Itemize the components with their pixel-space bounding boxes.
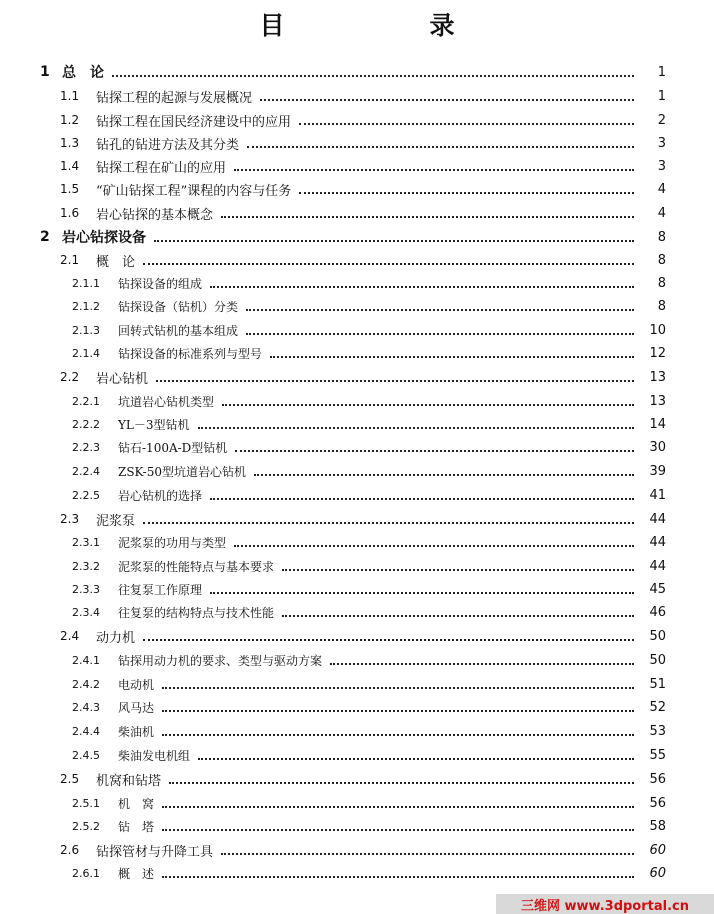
- toc-entry-page: 8: [657, 252, 666, 268]
- toc-entry-number: 1.3: [60, 136, 80, 150]
- toc-entry-title: 概 论: [96, 254, 136, 270]
- toc-entry-title: 钻孔的钻进方法及其分类: [96, 137, 240, 153]
- toc-entry-page: 12: [649, 345, 666, 361]
- toc-entry-page: 4: [657, 205, 666, 221]
- toc-entry-page: 53: [649, 723, 666, 739]
- toc-entry-title: 钻探设备（钻机）分类: [118, 299, 239, 314]
- toc-entry-title: 钻探用动力机的要求、类型与驱动方案: [118, 653, 323, 668]
- toc-entry-number: 2.2.2: [72, 417, 100, 431]
- toc-entry[interactable]: [0, 579, 714, 599]
- dot-leader: [221, 215, 634, 218]
- toc-entry-page: 56: [649, 771, 666, 787]
- toc-entry-page: 50: [649, 628, 666, 644]
- toc-entry-number: 2.3.4: [72, 605, 100, 619]
- toc-entry-number: 2.4.2: [72, 677, 100, 691]
- toc-entry-title: 钻 塔: [118, 819, 155, 834]
- toc-entry-title: 钻石-100A-D型钻机: [118, 440, 228, 455]
- dot-leader: [112, 74, 634, 77]
- dot-leader: [162, 733, 634, 736]
- toc-entry[interactable]: [0, 650, 714, 670]
- toc-entry-page: 44: [649, 558, 666, 574]
- toc-entry-number: 2.1.3: [72, 323, 100, 337]
- dot-leader: [260, 98, 634, 101]
- toc-entry-number: 2.5.1: [72, 796, 100, 810]
- dot-leader: [234, 168, 634, 171]
- dot-leader: [299, 122, 634, 125]
- toc-entry[interactable]: [0, 816, 714, 836]
- dot-leader: [143, 262, 634, 265]
- dot-leader: [210, 497, 634, 500]
- toc-entry[interactable]: [0, 391, 714, 411]
- toc-entry-number: 2.6: [60, 843, 80, 857]
- toc-entry-title: 钻探设备的标准系列与型号: [118, 346, 263, 361]
- toc-entry[interactable]: [0, 626, 714, 646]
- dot-leader: [221, 852, 634, 855]
- toc-entry-title: 钻探工程的起源与发展概况: [96, 90, 253, 106]
- toc-entry-number: 2.2.4: [72, 464, 100, 478]
- toc-entry[interactable]: [0, 273, 714, 293]
- toc-entry[interactable]: [0, 179, 714, 199]
- dot-leader: [234, 544, 634, 547]
- toc-entry-page: 60: [649, 842, 666, 858]
- dot-leader: [143, 638, 634, 641]
- toc-entry[interactable]: [0, 414, 714, 434]
- page-title: 目 录: [259, 11, 515, 40]
- toc-entry-title: “矿山钻探工程”课程的内容与任务: [96, 183, 292, 199]
- toc-entry-title: 岩心钻探设备: [62, 230, 146, 246]
- toc-entry-number: 2.5.2: [72, 819, 100, 833]
- toc-entry-title: 往复泵工作原理: [118, 582, 203, 597]
- toc-entry-page: 8: [657, 275, 666, 291]
- dot-leader: [299, 191, 634, 194]
- dot-leader: [210, 591, 634, 594]
- dot-leader: [143, 521, 634, 524]
- toc-entry-title: 泥浆泵: [96, 513, 136, 529]
- toc-entry-number: 1.5: [60, 182, 80, 196]
- dot-leader: [254, 473, 634, 476]
- toc-entry-page: 51: [649, 676, 666, 692]
- toc-entry-number: 1: [40, 64, 50, 80]
- toc-entry[interactable]: [0, 697, 714, 717]
- watermark: 三维网 www.3dportal.cn: [496, 894, 714, 914]
- toc-entry[interactable]: [0, 602, 714, 622]
- toc-entry[interactable]: [0, 437, 714, 457]
- toc-entry[interactable]: [0, 62, 714, 82]
- dot-leader: [162, 875, 634, 878]
- toc-entry[interactable]: [0, 532, 714, 552]
- toc-entry-number: 2.2.3: [72, 440, 100, 454]
- toc-entry-number: 2.1.2: [72, 299, 100, 313]
- toc-entry-number: 2.1.4: [72, 346, 100, 360]
- toc-entry-number: 2.4: [60, 629, 80, 643]
- dot-leader: [198, 757, 634, 760]
- toc-entry-title: 机窝和钻塔: [96, 773, 162, 789]
- toc-entry-number: 2.4.1: [72, 653, 100, 667]
- toc-entry[interactable]: [0, 745, 714, 765]
- toc-entry[interactable]: [0, 509, 714, 529]
- toc-entry-title: 动力机: [96, 630, 136, 646]
- dot-leader: [156, 379, 634, 382]
- toc-entry-number: 2.2.1: [72, 394, 100, 408]
- toc-entry-number: 2.3.2: [72, 559, 100, 573]
- dot-leader: [169, 781, 634, 784]
- toc-entry-number: 1.2: [60, 113, 80, 127]
- toc-entry-page: 3: [657, 135, 666, 151]
- toc-entry-page: 44: [649, 511, 666, 527]
- toc-entry-title: 总 论: [62, 65, 104, 81]
- toc-entry[interactable]: [0, 156, 714, 176]
- toc-entry-number: 2.3.1: [72, 535, 100, 549]
- toc-entry[interactable]: [0, 133, 714, 153]
- toc-entry-title: 泥浆泵的性能特点与基本要求: [118, 559, 275, 574]
- dot-leader: [246, 332, 634, 335]
- dot-leader: [282, 614, 634, 617]
- toc-entry[interactable]: [0, 86, 714, 106]
- toc-entry-page: 8: [657, 298, 666, 314]
- toc-entry-page: 50: [649, 652, 666, 668]
- toc-entry-number: 2.3.3: [72, 582, 100, 596]
- toc-entry-number: 2.1.1: [72, 276, 100, 290]
- toc-entry-number: 2.6.1: [72, 866, 100, 880]
- dot-leader: [222, 403, 634, 406]
- dot-leader: [330, 662, 634, 665]
- dot-leader: [246, 308, 634, 311]
- toc-entry-number: 2.4.5: [72, 748, 100, 762]
- toc-entry-page: 52: [649, 699, 666, 715]
- toc-entry-title: 泥浆泵的功用与类型: [118, 535, 227, 550]
- toc-entry-title: 钻探管材与升降工具: [96, 844, 214, 860]
- dot-leader: [162, 805, 634, 808]
- toc-entry-title: 岩心钻机: [96, 371, 149, 387]
- toc-entry-page: 45: [649, 581, 666, 597]
- toc-entry-title: 钻探设备的组成: [118, 276, 203, 291]
- toc-entry[interactable]: [0, 343, 714, 363]
- toc-entry-number: 2.1: [60, 253, 80, 267]
- toc-entry[interactable]: [0, 556, 714, 576]
- toc-entry-page: 1: [657, 64, 666, 80]
- toc-entry-title: 岩心钻探的基本概念: [96, 207, 214, 223]
- toc-entry[interactable]: [0, 840, 714, 860]
- toc-entry-title: 风马达: [118, 700, 155, 715]
- toc-entry-title: 钻探工程在矿山的应用: [96, 160, 227, 176]
- toc-entry-page: 60: [649, 865, 666, 881]
- toc-entry-title: 电动机: [118, 677, 155, 692]
- dot-leader: [247, 145, 634, 148]
- dot-leader: [198, 426, 634, 429]
- toc-entry-number: 2.5: [60, 772, 80, 786]
- toc-entry-title: 岩心钻机的选择: [118, 488, 203, 503]
- toc-entry-number: 1.1: [60, 89, 80, 103]
- toc-entry-number: 1.6: [60, 206, 80, 220]
- toc-entry[interactable]: [0, 296, 714, 316]
- toc-entry[interactable]: [0, 721, 714, 741]
- toc-entry-title: 柴油发电机组: [118, 748, 191, 763]
- toc-entry-page: 13: [649, 393, 666, 409]
- dot-leader: [282, 568, 634, 571]
- toc-entry-page: 8: [657, 229, 666, 245]
- toc-entry[interactable]: [0, 674, 714, 694]
- toc-entry-page: 3: [657, 158, 666, 174]
- toc-entry[interactable]: [0, 793, 714, 813]
- toc-entry-number: 2.2.5: [72, 488, 100, 502]
- toc-entry[interactable]: [0, 320, 714, 340]
- toc-entry-page: 1: [657, 88, 666, 104]
- dot-leader: [162, 686, 634, 689]
- toc-entry-number: 2.4.3: [72, 700, 100, 714]
- toc-entry-title: 回转式钻机的基本组成: [118, 323, 239, 338]
- toc-entry[interactable]: [0, 769, 714, 789]
- toc-entry-page: 14: [649, 416, 666, 432]
- toc-entry-title: 概 述: [118, 866, 155, 881]
- toc-entry[interactable]: [0, 227, 714, 247]
- toc-entry[interactable]: [0, 367, 714, 387]
- toc-entry-page: 30: [649, 439, 666, 455]
- toc-entry-title: 坑道岩心钻机类型: [118, 394, 215, 409]
- dot-leader: [162, 709, 634, 712]
- toc-entry-number: 2: [40, 229, 50, 245]
- toc-entry-number: 2.3: [60, 512, 80, 526]
- dot-leader: [210, 285, 634, 288]
- toc-entry-number: 2.4.4: [72, 724, 100, 738]
- toc-entry-number: 1.4: [60, 159, 80, 173]
- dot-leader: [235, 449, 634, 452]
- toc-entry-title: 钻探工程在国民经济建设中的应用: [96, 114, 292, 130]
- toc-entry-page: 4: [657, 181, 666, 197]
- toc-entry[interactable]: [0, 461, 714, 481]
- toc-entry-page: 56: [649, 795, 666, 811]
- toc-entry-number: 2.2: [60, 370, 80, 384]
- toc-entry-page: 44: [649, 534, 666, 550]
- toc-entry-title: YL－3型钻机: [118, 417, 190, 432]
- toc-entry-title: ZSK-50型坑道岩心钻机: [118, 464, 246, 479]
- toc-entry-page: 58: [649, 818, 666, 834]
- toc-entry[interactable]: [0, 250, 714, 270]
- toc-entry-title: 机 窝: [118, 796, 155, 811]
- toc-entry-page: 46: [649, 604, 666, 620]
- dot-leader: [270, 355, 634, 358]
- toc-entry[interactable]: [0, 863, 714, 883]
- toc-entry-page: 55: [649, 747, 666, 763]
- toc-entry-page: 41: [649, 487, 666, 503]
- toc-entry[interactable]: [0, 203, 714, 223]
- dot-leader: [154, 239, 634, 242]
- toc-entry[interactable]: [0, 110, 714, 130]
- toc-entry[interactable]: [0, 485, 714, 505]
- toc-entry-page: 39: [649, 463, 666, 479]
- toc-entry-page: 13: [649, 369, 666, 385]
- toc-entry-title: 往复泵的结构特点与技术性能: [118, 605, 275, 620]
- toc-entry-title: 柴油机: [118, 724, 155, 739]
- dot-leader: [162, 828, 634, 831]
- toc-entry-page: 2: [657, 112, 666, 128]
- toc-entry-page: 10: [649, 322, 666, 338]
